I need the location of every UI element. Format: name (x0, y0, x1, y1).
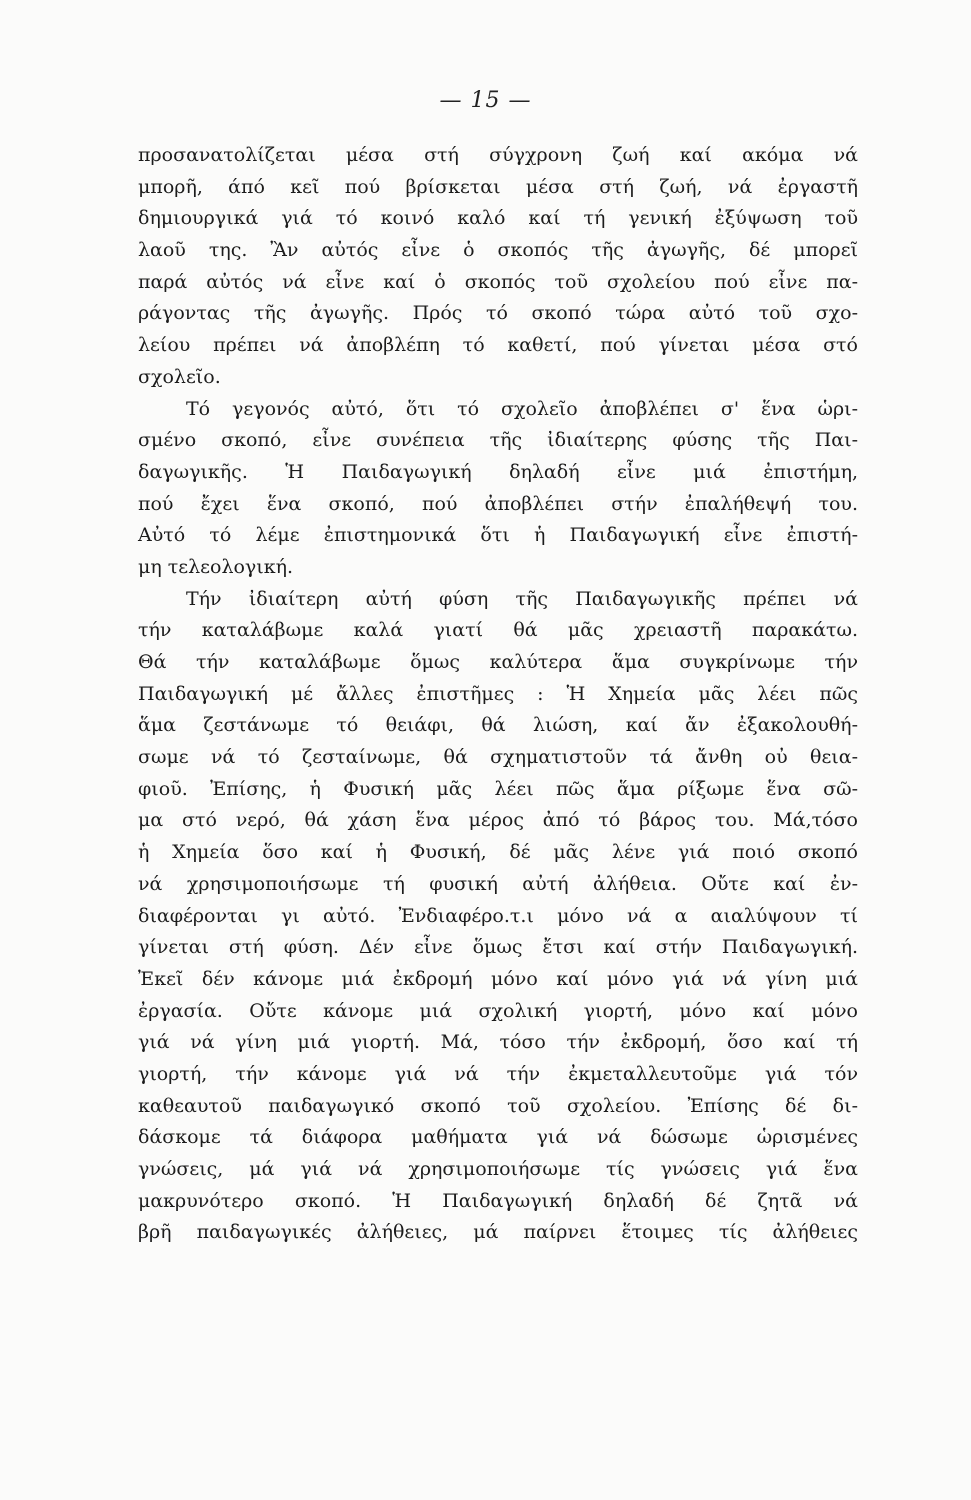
text-line: ἅμα ζεστάνωμε τό θειάφι, θά λιώση, καί ἄν ἐξακολουθή- (138, 714, 858, 737)
text-line: προσανατολίζεται μέσα στή σύγχρονη ζωή καί ακόμα νά (138, 144, 858, 166)
text-line: λαοῦ της. Ἂν αὐτός εἶνε ὁ σκοπός τῆς ἀγωγῆς, δέ μπορεῖ (138, 239, 858, 262)
text-line: δάσκομε τά διάφορα μαθήματα γιά νά δώσωμε ὡρισμένες (138, 1126, 858, 1149)
text-line: Τήν ἰδιαίτερη αὐτή φύση τῆς Παιδαγωγικῆς πρέπει νά (186, 587, 858, 610)
text-line: πού ἔχει ἕνα σκοπό, πού ἀποβλέπει στήν ἐπαλήθεψή του. (138, 492, 858, 515)
page-number: — 15 — (439, 88, 532, 113)
text-line: σχολεῖο. (138, 365, 221, 388)
text-line: γίνεται στή φύση. Δέν εἶνε ὅμως ἔτσι καί στήν Παιδαγωγική. (138, 936, 858, 959)
text-line: ἐργασία. Οὔτε κάνομε μιά σχολική γιορτή, μόνο καί μόνο (138, 999, 858, 1022)
text-line: ἡ Χημεία ὅσο καί ἡ Φυσική, δέ μᾶς λένε γιά ποιό σκοπό (138, 841, 858, 864)
text-line: μπορῆ, άπό κεῖ πού βρίσκεται μέσα στή ζωή, νά ἐργαστῆ (138, 175, 858, 198)
text-line: φιοῦ. Ἐπίσης, ἡ Φυσική μᾶς λέει πῶς ἅμα ρίξωμε ἕνα σῶ- (138, 777, 858, 800)
text-line: καθεαυτοῦ παιδαγωγικό σκοπό τοῦ σχολείου. Ἐπίσης δέ δι- (138, 1094, 858, 1117)
text-line: γιά νά γίνη μιά γιορτή. Μά, τόσο τήν ἐκδρομή, ὅσο καί τή (138, 1031, 858, 1054)
text-line: λείου πρέπει νά ἀποβλέπη τό καθετί, πού γίνεται μέσα στό (138, 334, 858, 357)
text-line: παρά αὐτός νά εἶνε καί ὁ σκοπός τοῦ σχολείου πού εἶνε πα- (138, 270, 858, 293)
text-line: γνώσεις, μά γιά νά χρησιμοποιήσωμε τίς γνώσεις γιά ἕνα (138, 1158, 858, 1180)
text-line: Θά τήν καταλάβωμε ὅμως καλύτερα ἅμα συγκρίνωμε τήν (138, 651, 858, 673)
text-line: τήν καταλάβωμε καλά γιατί θά μᾶς χρειαστῆ παρακάτω. (138, 619, 858, 642)
text-line: διαφέρονται γι αὐτό. Ἐνδιαφέρο.τ.ι μόνο νά α αιαλύψουν τί (138, 904, 858, 927)
text-line: δαγωγικῆς. Ἡ Παιδαγωγική δηλαδή εἶνε μιά ἐπιστήμη, (138, 460, 858, 483)
text-line: δημιουργικά γιά τό κοινό καλό καί τή γενική ἐξύψωση τοῦ (138, 207, 858, 230)
text-line: Αὐτό τό λέμε ἐπιστημονικά ὅτι ἡ Παιδαγωγική εἶνε ἐπιστή- (138, 524, 858, 547)
text-line: βρῆ παιδαγωγικές ἀλήθειες, μά παίρνει ἕτοιμες τίς ἀλήθειες (138, 1221, 858, 1244)
text-line: μακρυνότερο σκοπό. Ἡ Παιδαγωγική δηλαδή δέ ζητᾶ νά (138, 1189, 858, 1212)
text-line: Ἐκεῖ δέν κάνομε μιά ἐκδρομή μόνο καί μόνο γιά νά γίνη μιά (138, 967, 858, 990)
text-line: Παιδαγωγική μέ ἄλλες ἐπιστῆμες : Ἡ Χημεία μᾶς λέει πῶς (138, 682, 858, 705)
text-line: σωμε νά τό ζεσταίνωμε, θά σχηματιστοῦν τά ἄνθη οὐ θεια- (138, 746, 858, 769)
text-line: γιορτή, τήν κάνομε γιά νά τήν ἐκμεταλλευτοῦμε γιά τόν (138, 1062, 858, 1085)
text-line: νά χρησιμοποιήσωμε τή φυσική αὐτή ἀλήθεια. Οὔτε καί ἐν- (138, 872, 858, 895)
text-line: μη τελεολογική. (138, 555, 294, 578)
text-line: ράγοντας τῆς ἀγωγῆς. Πρός τό σκοπό τώρα αὐτό τοῦ σχο- (138, 302, 858, 325)
text-line: μα στό νερό, θά χάση ἕνα μέρος ἀπό τό βάρος του. Μά,τόσο (138, 809, 858, 832)
body-text (138, 140, 858, 1249)
text-line: Τό γεγονός αὐτό, ὅτι τό σχολεῖο ἀποβλέπει σ' ἕνα ὡρι- (186, 397, 858, 420)
text-line: σμένο σκοπό, εἶνε συνέπεια τῆς ἰδιαίτερης φύσης τῆς Παι- (138, 429, 858, 452)
